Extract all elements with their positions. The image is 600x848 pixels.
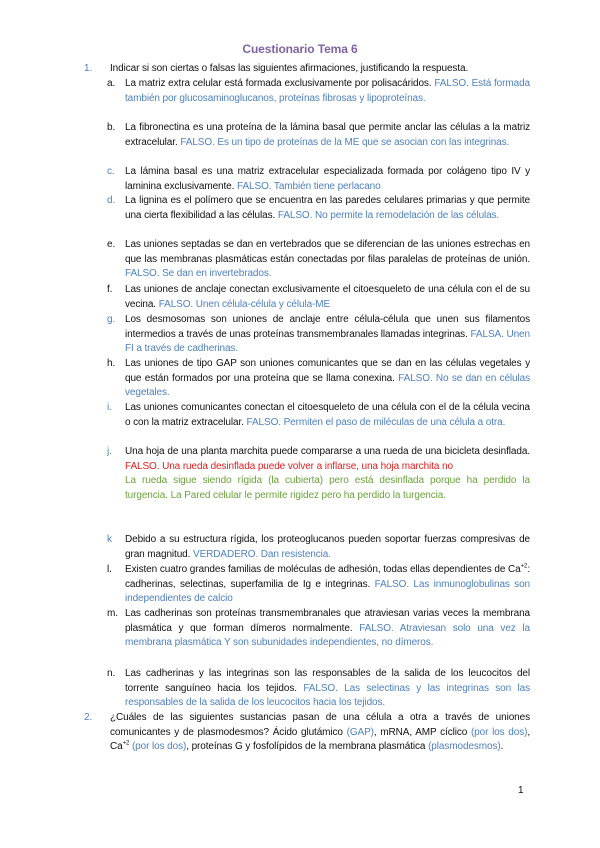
statement-h	[107, 357, 530, 401]
statement-g	[107, 313, 530, 357]
superscript: +2	[520, 563, 528, 570]
statement-label: a.	[107, 78, 116, 89]
statement-answer: FALSO. Las selectinas y las integrinas son las responsables de la salida de los leucocitos hacia los tejidos.	[125, 682, 530, 709]
statement-answer: FALSO. No permite la remodelación de las células.	[277, 209, 500, 221]
statement-m	[107, 607, 530, 651]
statement-text: Debido a su estructura rígida, los proteoglucanos pueden soportar fuerzas compresivas de gran magnitud.	[125, 534, 530, 560]
statement-d	[107, 194, 530, 223]
statement-text: La lámina basal es una matriz extracelular especializada formada por colágeno tipo IV y laminina exclusivamente.	[125, 166, 530, 192]
statement-label: m.	[107, 608, 118, 619]
statement-j	[107, 445, 530, 503]
q2-answer-plasmodesmos: (plasmodesmos)	[428, 741, 501, 753]
statement-label: l.	[107, 564, 112, 575]
question-2-text	[110, 711, 530, 755]
statement-label: j.	[107, 446, 112, 457]
statement-text: La lignina es el polímero que se encuentra en las paredes celulares primarias y que permite una cierta flexibilidad a las células.	[125, 195, 530, 221]
statement-label: g.	[107, 314, 116, 325]
statement-f	[107, 283, 530, 312]
statement-answer: FALSO. Permiten el paso de miléculas de una célula a otra.	[246, 416, 506, 428]
statement-text: Las uniones comunicantes conectan el citoesqueleto de una célula con el de la célula vecina o con la matriz extracelular.	[125, 402, 530, 428]
statement-answer: FALSO. Se dan en invertebrados.	[125, 268, 272, 280]
statement-answer: FALSO. También tiene perlacano	[237, 180, 381, 192]
statement-answer: VERDADERO. Dan resistencia.	[193, 548, 331, 560]
statement-answer: FALSO. Las inmunoglobulinas son independientes de calcio	[125, 578, 531, 605]
statement-answer: FALSO. Es un tipo de proteínas de la ME que se asocian con las integrinas.	[180, 136, 510, 148]
page-number: 1	[518, 785, 524, 796]
statement-text: La matriz extra celular está formada exclusivamente por polisacáridos.	[125, 78, 432, 89]
statement-e	[107, 238, 530, 282]
superscript: +2	[122, 740, 130, 747]
statement-label: d.	[107, 195, 116, 206]
statement-answer: FALSO. Unen célula-célula y célula-ME	[158, 298, 331, 310]
statement-text: Una hoja de una planta marchita puede compararse a una rueda de una bicicleta desinflada.	[125, 446, 530, 457]
statement-label: c.	[107, 166, 115, 177]
statement-text: Las uniones de anclaje conectan exclusivamente el citoesqueleto de una célula con el de su vecina.	[125, 284, 530, 310]
statement-k	[107, 533, 530, 562]
statement-text: Las cadherinas y las integrinas son las responsables de la salida de los leucocitos del torrente sanguíneo hacia los tejidos.	[125, 668, 530, 694]
q2-answer-both: (por los dos)	[131, 741, 187, 753]
q2-text-part: ¿Cuáles de las siguientes sustancias pasan de una célula a otra a través de uniones comunicantes y de plasmodesmos? Ácido glutámico	[110, 712, 530, 738]
statement-text-continued: : cadherinas, selectinas, superfamilia de Ig e integrinas.	[125, 564, 530, 590]
statement-label: h.	[107, 358, 116, 369]
statement-answer: FALSO. Atraviesan solo una vez la membrana plasmática Y son subunidades independientes, no dímeros.	[125, 622, 530, 649]
statement-answer: FALSO. Una rueda desinflada puede volver a inflarse, una hoja marchita no	[125, 460, 453, 472]
statement-text: Existen cuatro grandes familias de moléculas de adhesión, todas ellas dependientes de Ca	[125, 564, 521, 575]
question-2-number: 2.	[84, 712, 93, 723]
question-1-number: 1.	[84, 63, 93, 74]
question-1-text: Indicar si son ciertas o falsas las siguientes afirmaciones, justificando la respuesta.	[110, 63, 469, 74]
statement-label: n.	[107, 668, 116, 679]
q2-answer-gap: (GAP)	[346, 726, 374, 738]
document-title: Cuestionario Tema 6	[242, 42, 358, 56]
statement-text: Las uniones septadas se dan en vertebrados que se diferencian de las uniones estrechas en que las membranas plasmáticas están conectadas por filas paralelas de proteínas de unión.	[125, 239, 530, 265]
statement-text: Las uniones de tipo GAP son uniones comunicantes que se dan en las células vegetales y que están formados por una proteína que se llama conexina.	[125, 358, 530, 384]
statement-a	[107, 77, 530, 106]
statement-l	[107, 563, 531, 607]
q2-answer-both: (por los dos)	[470, 726, 528, 738]
statement-text: Las cadherinas son proteínas transmembranales que atraviesan varias veces la membrana plasmática y que forman dímeros normalmente.	[125, 608, 530, 634]
statement-text: La fibronectina es una proteína de la lámina basal que permite anclar las células a la matriz extracelular.	[125, 122, 530, 148]
q2-text-part: , proteínas G y fosfolípidos de la membrana plasmática	[186, 741, 426, 753]
statement-answer: FALSO. Está formada también por glucosaminoglucanos, proteínas fibrosas y lipoproteínas.	[125, 78, 530, 104]
statement-text: Los desmosomas son uniones de anclaje entre célula-célula que unen sus filamentos intermedios a través de unas proteínas transmembranales llamadas integrinas.	[125, 314, 530, 340]
statement-answer: FALSO. No se dan en células vegetales.	[125, 372, 530, 399]
statement-label: k	[107, 534, 112, 545]
statement-label: f.	[107, 284, 113, 295]
q2-text-part: , Ca	[110, 726, 531, 753]
statement-label: b.	[107, 122, 116, 133]
statement-label: e.	[107, 239, 116, 250]
q2-text-part: .	[500, 741, 504, 753]
statement-i	[107, 401, 530, 430]
statement-c	[107, 165, 530, 194]
statement-b	[107, 121, 530, 150]
statement-n	[107, 667, 530, 711]
statement-explanation: La rueda sigue siendo rígida (la cubierta) pero está desinflada porque ha perdido la turgencia. La Pared celular le permite rigidez pero ha perdido la turgencia.	[125, 475, 530, 501]
statement-label: i.	[107, 402, 112, 413]
q2-text-part: , mRNA, AMP cíclico	[373, 726, 468, 738]
statement-answer: FALSA. Unen FI a través de cadherinas.	[125, 328, 530, 355]
